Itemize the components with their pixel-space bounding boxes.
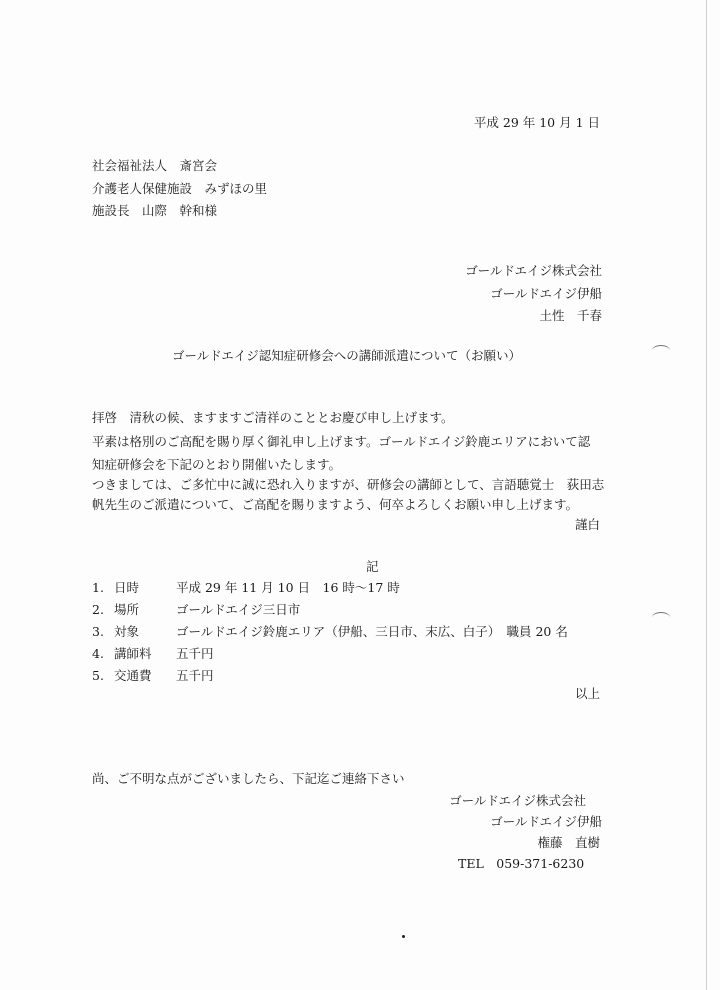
body-line: 帆先生のご派遣について、ご高配を賜りますよう、何卒よろしくお願い申し上げます。 [92,497,579,512]
item-value: 五千円 [176,668,214,683]
item-value: ゴールドエイジ三日市 [176,602,301,617]
contact-person: 権藤 直樹 [537,835,600,850]
item-label: 日時 [114,580,140,595]
item-number: 2. [92,602,104,617]
contact-company: ゴールドエイジ株式会社 [449,793,586,808]
list-item [0,648,720,664]
item-number: 3. [92,624,104,639]
body-line: 平素は格別のご高配を賜り厚く御礼申し上げます。ゴールドエイジ鈴鹿エリアにおいて認 [92,434,591,449]
page-edge [706,0,707,990]
item-label: 場所 [114,602,140,617]
punch-hole-mark [652,612,670,623]
item-label: 講師料 [114,646,152,661]
item-value: ゴールドエイジ鈴鹿エリア（伊船、三日市、末広、白子） 職員 20 名 [176,624,568,639]
contact-note: 尚、ご不明な点がございましたら、下記迄ご連絡下さい [92,771,405,786]
sender-company: ゴールドエイジ株式会社 [465,263,602,278]
body-line: 拝啓 清秋の候、ますますご清祥のこととお慶び申し上げます。 [92,410,454,425]
item-label: 交通費 [114,668,152,683]
contact-branch: ゴールドエイジ伊船 [490,814,602,829]
item-label: 対象 [114,624,140,639]
letter-date: 平成 29 年 10 月 1 日 [473,115,600,130]
recipient-facility: 介護老人保健施設 みずほの里 [92,181,268,196]
closing-word: 謹白 [574,517,600,532]
ijo-word: 以上 [574,686,600,701]
item-number: 1. [92,580,104,595]
contact-tel: TEL 059-371-6230 [458,856,585,871]
item-value: 五千円 [176,646,214,661]
body-line: つきましては、ご多忙中に誠に恐れ入りますが、研修会の講師として、言語聴覚士 荻田志 [92,477,605,492]
item-value: 平成 29 年 11 月 10 日 16 時～17 時 [176,580,400,595]
item-number: 4. [92,646,104,661]
list-item [0,670,720,686]
recipient-org: 社会福祉法人 斎宮会 [92,158,218,173]
sender-branch: ゴールドエイジ伊船 [490,286,602,301]
body-line: 知症研修会を下記のとおり開催いたします。 [92,457,342,472]
sender-person: 土性 千春 [539,308,602,323]
recipient-name: 施設長 山際 幹和様 [92,203,218,218]
letter-title: ゴールドエイジ認知症研修会への講師派遣について（お願い） [172,348,522,363]
list-item [0,582,720,598]
ki-heading: 記 [366,559,379,574]
list-item [0,626,720,642]
speck-mark [402,935,405,938]
list-item [0,604,720,620]
item-number: 5. [92,668,104,683]
punch-hole-mark [652,345,670,356]
